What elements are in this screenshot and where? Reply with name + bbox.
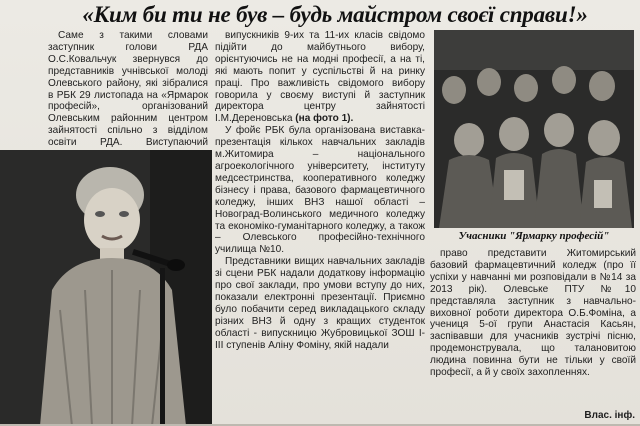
paragraph: У фойє РБК була організована виставка-презентація кількох навчальних закладів м.Житомира – національного агроекологічного університету, інституту медсестринства, кооперативного коледжу бізнесу і права, базового фармацевтичного коледжу, інших ВНЗ нашої області – Новоград-Волинського медичного коледжу та економіко-гуманітарного коледжу, а також – Олевського професійно-технічного училища №10. <box>215 125 425 256</box>
speaker-photo-image <box>0 150 212 426</box>
column-3 <box>430 248 636 379</box>
author-byline: Влас. інф. <box>584 410 635 421</box>
article-headline: «Ким би ти не був – будь майстром своєї справи!» <box>82 2 588 27</box>
photo-fair-participants <box>434 30 634 228</box>
paragraph: Саме з такими словами заступник голови РДА О.С.Ковальчук звернувся до представників учнівської молоді Олевського району, які зібралися в РБК 29 листопада на «Ярмарок професій», організований Олевським районним центром зайнятості спільно з відділом освіти РДА. Виступаючий <box>48 30 208 149</box>
column-1 <box>48 30 208 161</box>
paragraph: право представити Житомирський базовий фармацевтичний коледж (про її успіхи у навчанні ми розповідали в №14 за 2013 рік). Олевське ПТУ №10 представляла заступник з навчально-виховної роботи директора О.Б.Фоміна, а учениця 5-ої групи Анастасія Касьян, заспівавши для учасників зустрічі пісню, продемонструвала, що талановитою людина повинна бути не тільки у своїй професії, а й у своїх захопленнях. <box>430 248 636 379</box>
participants-photo-image <box>434 30 634 228</box>
column-2 <box>215 30 425 351</box>
paragraph: випускників 9-их та 11-их класів свідомо підійти до майбутнього вибору, орієнтуючись не на модні професії, а на ті, які мають попит у суспільстві й на ринку праці. Про важливість свідомого вибору говорила у своєму виступі й заступник директора центру зайнятості І.М.Дереновська (на фото 1). <box>215 30 425 125</box>
photo-speaker <box>0 150 212 426</box>
paragraph: Представники вищих навчальних закладів зі сцени РБК надали додаткову інформацію про свої заклади, про умови вступу до них, показали електронні презентації. Приємно було побачити серед викладацького складу різних ВНЗ й одну з кращих студенток області - випускницю Жубровицької ЗОШ І-ІІІ ступенів Аліну Фоміну, якій надали <box>215 256 425 351</box>
photo-caption: Учасники "Ярмарку професій" <box>458 230 610 242</box>
